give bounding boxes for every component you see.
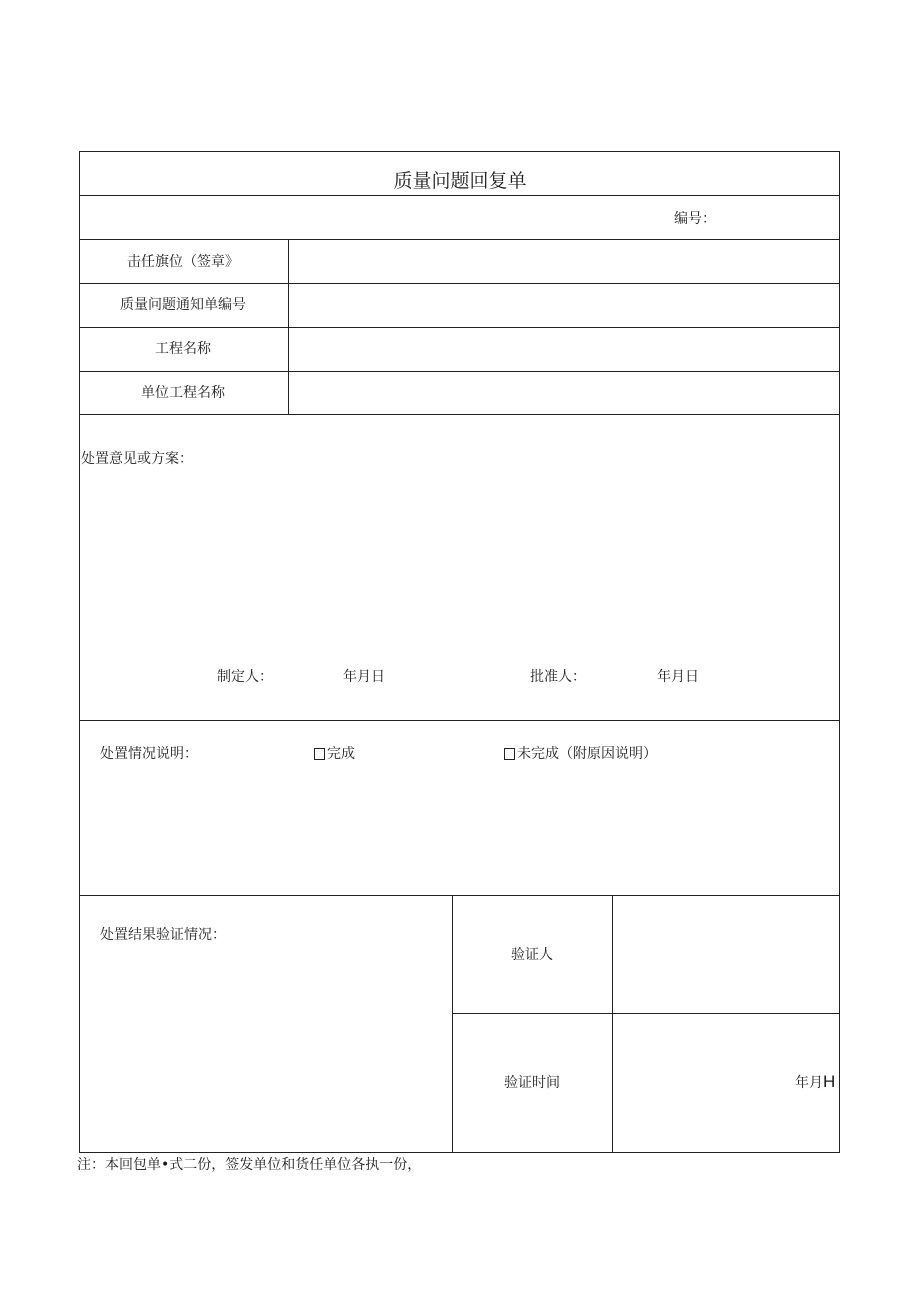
row-divider xyxy=(79,327,840,328)
column-divider xyxy=(452,895,453,1153)
unit-project-name-label: 单位工程名称 xyxy=(141,385,225,401)
project-name-field[interactable] xyxy=(296,332,832,366)
row-divider xyxy=(79,895,840,896)
page-title: 质量问题回复单 xyxy=(393,170,527,192)
row-divider xyxy=(79,720,840,721)
border-top xyxy=(79,151,840,152)
status-label: 处置情况说明： xyxy=(100,746,198,762)
plan-label: 处置意见或方案： xyxy=(81,451,193,467)
number-label: 编号： xyxy=(674,211,716,227)
verifier-label: 验证人 xyxy=(511,947,553,963)
row-divider xyxy=(79,414,840,415)
maker-label: 制定人： xyxy=(217,669,273,685)
row-divider xyxy=(79,371,840,372)
row-divider xyxy=(79,239,840,240)
row-divider xyxy=(79,195,840,196)
footnote: 注：本回包单•式二份，签发单位和货任单位各执一份， xyxy=(77,1157,422,1173)
border-right xyxy=(839,151,840,1153)
incomplete-label: 未完成（附原因说明） xyxy=(517,746,657,762)
verify-time-value[interactable] xyxy=(795,1074,835,1091)
project-name-label: 工程名称 xyxy=(155,341,211,357)
complete-label: 完成 xyxy=(327,746,355,762)
border-left xyxy=(79,151,80,1153)
complete-checkbox[interactable] xyxy=(314,748,325,760)
notice-number-field[interactable] xyxy=(296,288,832,322)
verify-time-date-tail: H xyxy=(823,1072,836,1091)
unit-project-name-field[interactable] xyxy=(296,376,832,410)
maker-date: 年月日 xyxy=(343,669,385,685)
row-divider xyxy=(79,283,840,284)
approver-date: 年月日 xyxy=(657,669,699,685)
verify-label: 处置结果验证情况： xyxy=(100,927,226,943)
column-divider xyxy=(288,239,289,414)
border-bottom xyxy=(79,1152,840,1153)
verify-time-date: 年月 xyxy=(795,1075,823,1091)
responsible-unit-label: 击任旗位（签章》 xyxy=(127,254,239,270)
row-divider xyxy=(452,1013,840,1014)
responsible-unit-field[interactable] xyxy=(296,244,832,278)
incomplete-checkbox[interactable] xyxy=(504,748,515,760)
verify-time-label: 验证时间 xyxy=(504,1075,560,1091)
approver-label: 批准人： xyxy=(530,669,586,685)
verifier-field[interactable] xyxy=(619,900,833,1008)
column-divider xyxy=(612,895,613,1153)
notice-number-label: 质量问题通知单编号 xyxy=(120,297,246,313)
